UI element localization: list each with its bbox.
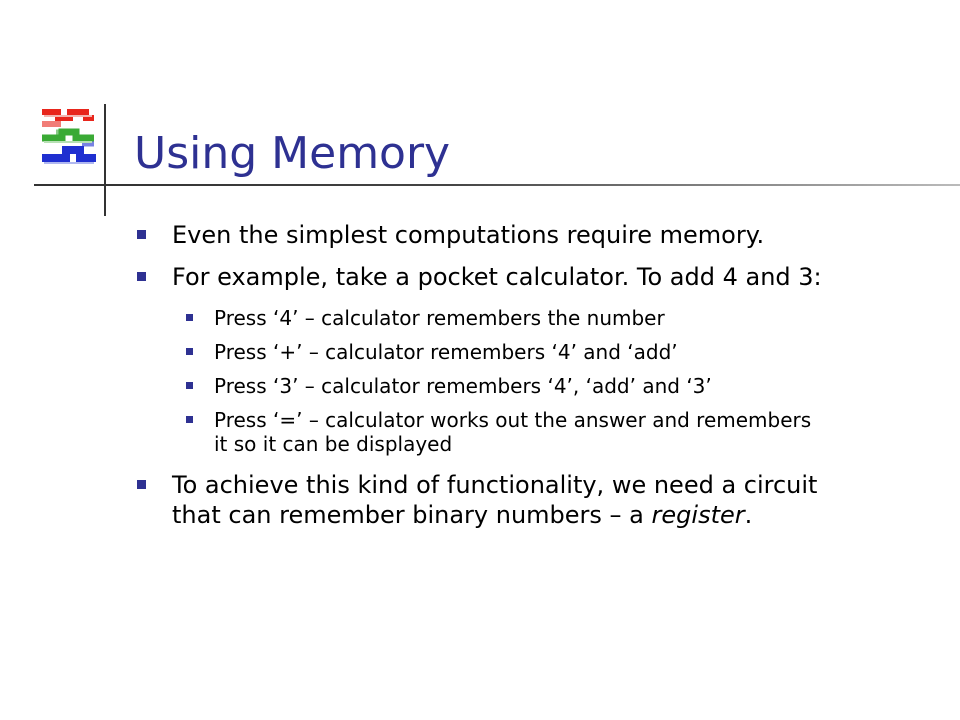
sub-bullet-item [134,340,894,364]
bullet-item [134,262,894,292]
horizontal-rule-fade [106,184,960,186]
square-bullet-icon [186,348,193,355]
square-bullet-icon [137,230,146,239]
slide-body [134,220,894,542]
square-bullet-icon [186,314,193,321]
square-bullet-icon [137,480,146,489]
sub-bullet-text: Press ‘+’ – calculator remembers ‘4’ and ‘add’ [214,340,678,364]
bullet-text-prefix: To achieve this kind of functionality, we need a circuit that can remember binary numbers – a [172,471,818,529]
sub-bullet-item [134,408,814,456]
square-bullet-icon [186,382,193,389]
bullet-text [172,471,817,529]
sub-bullet-text: Press ‘4’ – calculator remembers the number [214,306,665,330]
square-bullet-icon [137,272,146,281]
bullet-text: For example, take a pocket calculator. To add 4 and 3: [172,263,822,291]
vertical-rule [104,104,106,216]
sub-bullet-text: Press ‘3’ – calculator remembers ‘4’, ‘add’ and ‘3’ [214,374,712,398]
bullet-item [134,470,862,530]
stepped-stripes-logo-icon [36,104,102,176]
bullet-item [134,220,894,250]
sub-bullet-item [134,374,894,398]
sub-bullet-text: Press ‘=’ – calculator works out the answer and remembers it so it can be displayed [214,408,812,456]
emphasized-term: register [651,501,745,529]
slide-title: Using Memory [134,128,451,179]
bullet-text: Even the simplest computations require memory. [172,221,765,249]
bullet-text-suffix: . [744,501,753,529]
sub-bullet-item [134,306,894,330]
square-bullet-icon [186,416,193,423]
